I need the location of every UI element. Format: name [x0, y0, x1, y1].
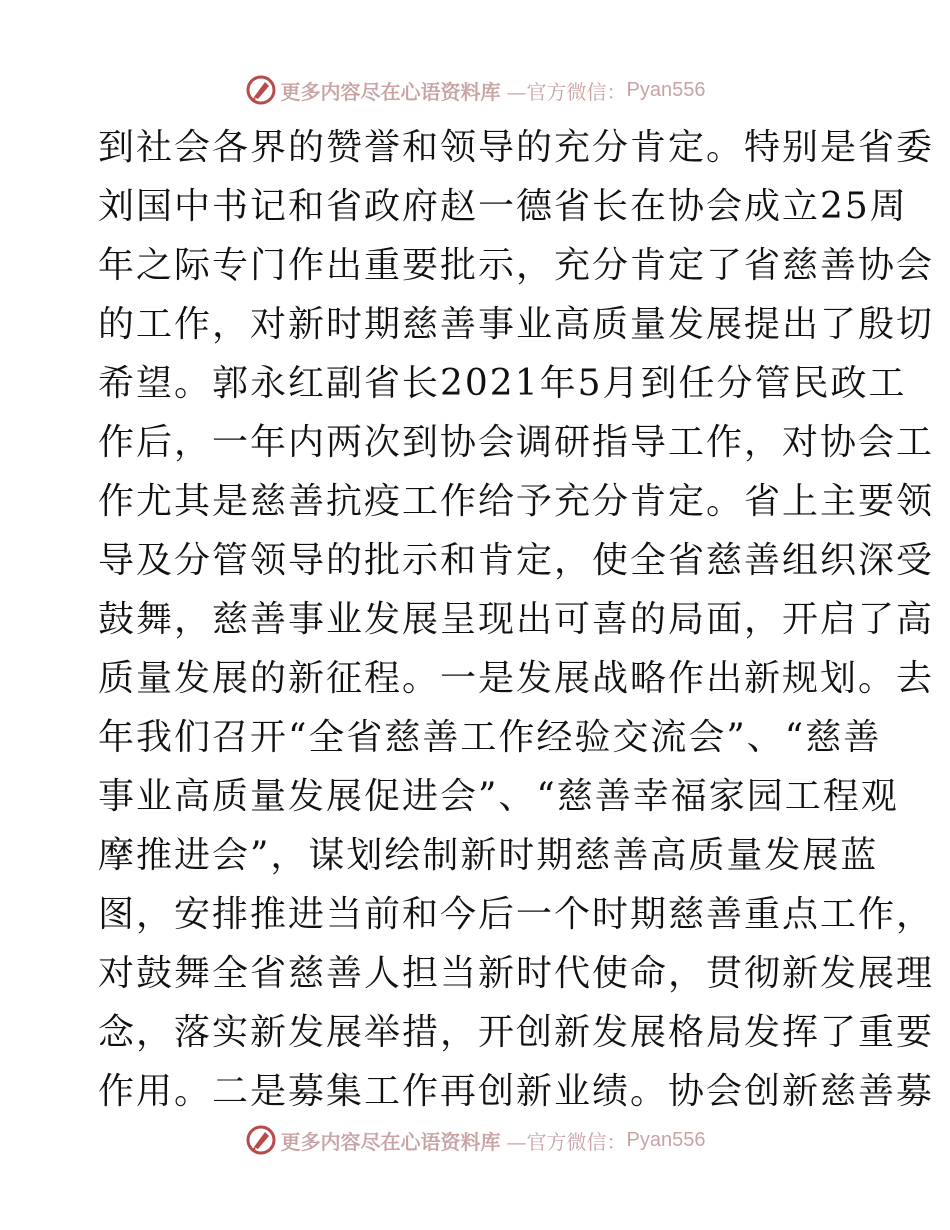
- footer-watermark: [0, 1120, 950, 1160]
- body-line: 到社会各界的赞誉和领导的充分肯定。特别是省委: [98, 127, 935, 168]
- pen-logo-icon: [245, 1124, 277, 1156]
- body-line: 的工作，对新时期慈善事业高质量发展提出了殷切: [98, 304, 935, 345]
- footer-watermark-title: 更多内容尽在心语资料库: [280, 1129, 501, 1154]
- footer-watermark-id: Pyan556: [626, 1128, 706, 1151]
- footer-watermark-sep: —官方微信：: [506, 1129, 627, 1154]
- body-line: 摩推进会”，谋划绘制新时期慈善高质量发展蓝: [98, 835, 879, 876]
- header-watermark-title: 更多内容尽在心语资料库: [280, 79, 501, 104]
- body-line: 年之际专门作出重要批示，充分肯定了省慈善协会: [98, 245, 935, 286]
- body-line: 年我们召开“全省慈善工作经验交流会”、“慈善: [98, 717, 882, 758]
- document-body: [98, 118, 935, 1121]
- body-line: 作后，一年内两次到协会调研指导工作，对协会工: [98, 422, 935, 463]
- body-line: 作用。二是募集工作再创新业绩。协会创新慈善募: [98, 1071, 935, 1112]
- body-line: 导及分管领导的批示和肯定，使全省慈善组织深受: [98, 540, 935, 581]
- header-watermark: [0, 70, 950, 110]
- body-line: 鼓舞，慈善事业发展呈现出可喜的局面，开启了高: [98, 599, 935, 640]
- body-line: 作尤其是慈善抗疫工作给予充分肯定。省上主要领: [98, 481, 935, 522]
- body-line: 对鼓舞全省慈善人担当新时代使命，贯彻新发展理: [98, 953, 935, 994]
- body-line: 事业高质量发展促进会”、“慈善幸福家园工程观: [98, 776, 899, 817]
- body-line: 念，落实新发展举措，开创新发展格局发挥了重要: [98, 1012, 935, 1053]
- body-line: 希望。郭永红副省长2021年5月到任分管民政工: [98, 363, 907, 404]
- pen-logo-icon: [245, 74, 277, 106]
- body-line: 图，安排推进当前和今后一个时期慈善重点工作，: [98, 894, 935, 935]
- header-watermark-id: Pyan556: [626, 78, 706, 101]
- body-line: 刘国中书记和省政府赵一德省长在协会成立25周: [98, 186, 908, 227]
- body-line: 质量发展的新征程。一是发展战略作出新规划。去: [98, 658, 935, 699]
- header-watermark-sep: —官方微信：: [506, 79, 627, 104]
